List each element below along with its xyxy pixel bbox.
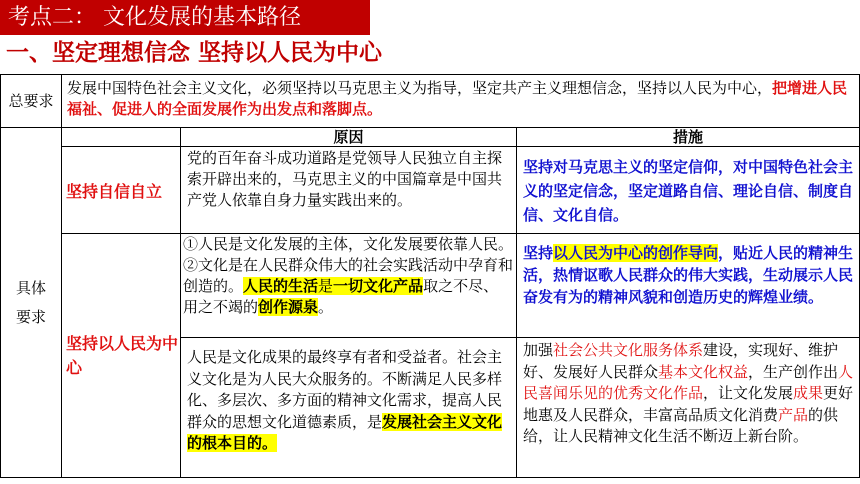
row2-label-cell bbox=[61, 233, 181, 478]
general-text: 发展中国特色社会主义文化，必须坚持以马克思主义为指导，坚定共产主义理想信念，坚持以人民为中心， bbox=[67, 79, 773, 97]
header-reason-cell bbox=[180, 127, 517, 147]
section-banner: 考点二： 文化发展的基本路径 bbox=[0, 0, 370, 35]
row2b-measure-cell bbox=[516, 337, 860, 478]
specific-label-line1: 具体 bbox=[15, 278, 46, 297]
row2-reason-b4: 一切文化产品 bbox=[333, 277, 424, 295]
row2-measure-b10: 产品 bbox=[778, 405, 809, 424]
row2-measure-a3: ，贴近人民的精神生活，热情讴歌人民群众的伟大实践，生动展示人民奋发有为的精神风貌和创造历史的辉煌业绩。 bbox=[523, 244, 854, 306]
row2-measure-b4: 基本文化权益 bbox=[658, 362, 749, 381]
row2-measure-b7: ，让文化发展 bbox=[703, 384, 794, 402]
row2a-measure-cell bbox=[516, 233, 860, 338]
row2-measure-b2: 社会公共文化服务体系 bbox=[553, 341, 704, 359]
row2-label: 坚持以人民为中心 bbox=[66, 333, 179, 377]
header-measure: 措施 bbox=[672, 128, 703, 146]
row2a-reason-cell bbox=[180, 233, 517, 338]
row2-reason-c1: 人民是文化成果的最终享有者和受益者。社会主义文化是为人民大众服务的。不断满足人民多样化、多层次、多方面的精神文化需求，提高人民群众的思想文化道德素质，是 bbox=[187, 348, 503, 431]
row2-measure-b5: ，生产创作出 bbox=[748, 362, 839, 381]
row2-measure-b3: 建设，实现好、维护好、发展好人民群众 bbox=[523, 341, 839, 381]
row2-measure-a2: 以人民为中心的创作导向 bbox=[553, 244, 719, 262]
row1-measure: 坚持对马克思主义的坚定信仰，对中国特色社会主义的坚定信念，坚定道路自信、理论自信、制度自信、文化自信。 bbox=[523, 158, 854, 224]
row1-label: 坚持自信自立 bbox=[66, 181, 163, 201]
general-emphasis: 把增进人民福祉、促进人的全面发展作为出发点和落脚点。 bbox=[67, 79, 848, 118]
row2-reason-b7: 。 bbox=[318, 298, 334, 316]
section-subtitle: 一、坚定理想信念 坚持以人民为中心 bbox=[6, 39, 383, 66]
general-label: 总要求 bbox=[8, 91, 54, 110]
row1-label-cell bbox=[61, 146, 181, 234]
specific-label-line2: 要求 bbox=[15, 307, 46, 326]
row2-reason-b bbox=[183, 255, 513, 318]
row2-measure-b6: 人民喜闻乐见的优秀文化作品 bbox=[523, 362, 854, 402]
row2-reason-b6: 创作源泉 bbox=[258, 298, 319, 316]
specific-label-cell bbox=[0, 127, 62, 478]
row2-reason-a: ①人民是文化发展的主体，文化发展要依靠人民。 bbox=[183, 235, 514, 253]
general-text-cell bbox=[61, 74, 860, 128]
row1-reason: 党的百年奋斗成功道路是党领导人民独立自主探索开辟出来的，马克思主义的中国篇章是中国共产党人依靠自身力量实践出来的。 bbox=[187, 149, 503, 209]
row2-measure-b8: 成果 bbox=[793, 384, 824, 402]
row2-measure-b1: 加强 bbox=[523, 341, 554, 359]
row2-reason-b5: 取之不尽、用之不竭的 bbox=[183, 277, 499, 316]
general-label-cell bbox=[0, 74, 62, 128]
header-reason: 原因 bbox=[333, 128, 364, 146]
row2-reason-b1: ②文化是在人民群众伟大的社会实践活动中孕育和创造的。 bbox=[183, 256, 514, 295]
row2-reason-c2: 发展社会主义文化的根本目的。 bbox=[187, 412, 503, 452]
row2-measure-b9: 更好地惠及人民群众，丰富高品质文化消费 bbox=[523, 384, 854, 424]
row2-reason-b3: 是 bbox=[318, 277, 334, 295]
header-measure-cell bbox=[516, 127, 860, 147]
row2-measure-b11: 的供给，让人民精神文化生活不断迈上新台阶。 bbox=[523, 405, 839, 445]
row2b-reason-cell bbox=[180, 337, 517, 478]
row1-reason-cell bbox=[180, 146, 517, 234]
row1-measure-cell bbox=[516, 146, 860, 234]
row2-measure-a1: 坚持 bbox=[523, 244, 554, 262]
row2-reason-b2: 人民的生活 bbox=[243, 277, 319, 295]
header-empty-cell bbox=[61, 127, 181, 147]
